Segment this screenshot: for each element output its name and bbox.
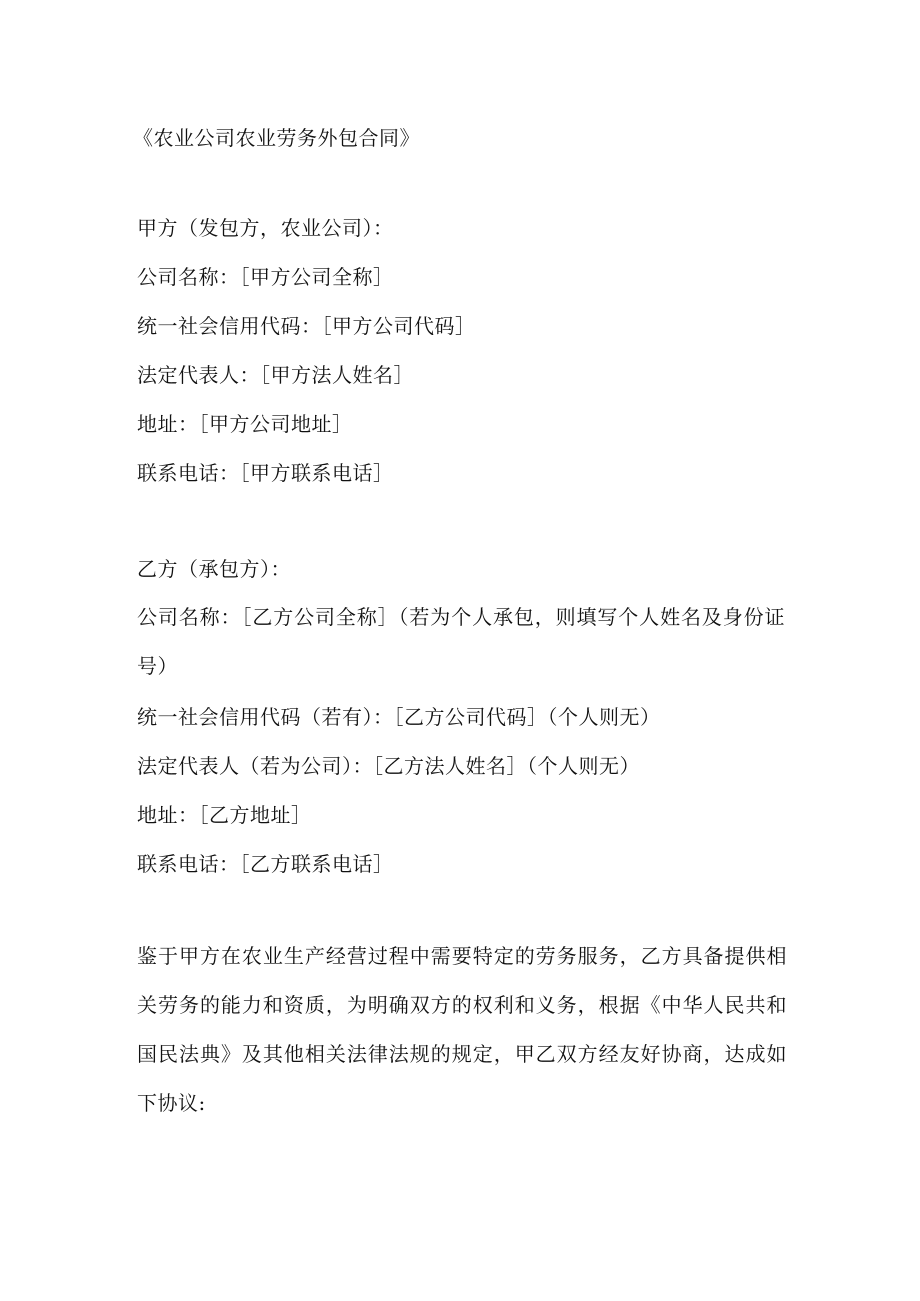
party-b-legal-rep: 法定代表人（若为公司）：［乙方法人姓名］（个人则无） [137,754,640,778]
party-b-address: 地址：［乙方地址］ [137,803,312,827]
party-b-heading: 乙方（承包方）： [137,557,291,581]
party-a-legal-rep: 法定代表人：［甲方法人姓名］ [137,363,414,387]
party-b-phone: 联系电话：［乙方联系电话］ [137,852,394,876]
party-a-credit-code: 统一社会信用代码：［甲方公司代码］ [137,314,476,338]
party-a-phone: 联系电话：［甲方联系电话］ [137,461,394,485]
party-a-company-name: 公司名称：［甲方公司全称］ [137,265,394,289]
preamble-paragraph: 鉴于甲方在农业生产经营过程中需要特定的劳务服务，乙方具备提供相关劳务的能力和资质，为明确双方的权利和义务，根据《中华人民共和国民法典》及其他相关法律法规的规定，甲乙双方经友好协商，达成如下协议: [137,944,787,1115]
party-b-credit-code: 统一社会信用代码（若有）：［乙方公司代码］（个人则无） [137,705,661,729]
party-a-address: 地址：［甲方公司地址］ [137,412,353,436]
party-b-company-name: 公司名称：［乙方公司全称］（若为个人承包，则填写个人姓名及身份证号） [137,605,785,678]
party-a-heading: 甲方（发包方，农业公司）： [137,216,394,240]
contract-title: 《农业公司农业劳务外包合同》 [133,126,420,150]
